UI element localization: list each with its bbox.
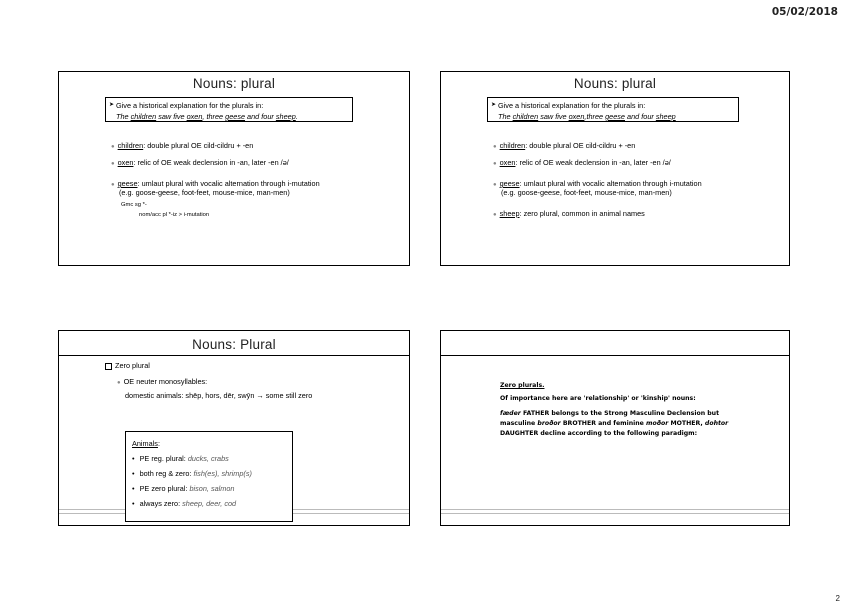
question-box	[487, 97, 739, 122]
slide-title: Nouns: plural	[192, 76, 276, 91]
examples-text: (e.g. goose-geese, foot-feet, mouse-mice, man-men)	[119, 188, 290, 197]
bullet-sheep: ● sheep: zero plural, common in animal names	[493, 209, 645, 218]
bullet-dot-icon: ●	[493, 182, 497, 188]
bullet-oxen: ● oxen: relic of OE weak declension in -an, later -en /ə/	[493, 158, 671, 167]
domestic-animals-text: domestic animals: shēp, hors, dēr, swȳn → some still zero	[125, 391, 313, 400]
bullet-oxen: ● oxen: relic of OE weak declension in -an, later -en /ə/	[111, 158, 289, 167]
page-number: 2	[835, 594, 840, 603]
bullet-dot-icon: ●	[493, 144, 497, 150]
footer-divider	[441, 513, 789, 514]
bullet-dot-icon: ●	[111, 144, 115, 150]
date-label: 05/02/2018	[771, 6, 838, 18]
animals-heading: Animals:	[132, 439, 160, 448]
slide-title: Nouns: plural	[573, 76, 657, 91]
list-item: • both reg & zero: fish(es), shrimp(s)	[132, 469, 252, 478]
bullet-zero-plural: Zero plural	[105, 361, 150, 371]
slide-1	[58, 71, 410, 266]
sub-bullet-oe-neuter: ● OE neuter monosyllables:	[117, 377, 208, 386]
title-divider	[59, 355, 409, 356]
kinship-text: Of importance here are 'relationship' or 'kinship' nouns:	[500, 395, 696, 402]
slide-2	[440, 71, 790, 266]
slide-title: Nouns: Plural	[192, 337, 276, 352]
list-item: • PE reg. plural: ducks, crabs	[132, 454, 229, 463]
arrow-bullet-icon: ➤	[109, 102, 115, 108]
bullet-dot-icon: ●	[493, 161, 497, 167]
question-text: Give a historical explanation for the plurals in:	[116, 101, 264, 110]
footer-divider	[441, 509, 789, 510]
list-item: • always zero: sheep, deer, cod	[132, 499, 237, 508]
square-bullet-icon	[105, 363, 112, 370]
arrow-bullet-icon: ➤	[491, 102, 497, 108]
question-sentence: The children saw five oxen, three geese and four sheep.	[116, 112, 298, 121]
bullet-dot-icon: ●	[117, 380, 121, 386]
examples-text: (e.g. goose-geese, foot-feet, mouse-mice, man-men)	[501, 188, 672, 197]
bullet-geese: ● geese: umlaut plural with vocalic alternation through i-mutation	[111, 179, 320, 188]
question-box	[105, 97, 353, 122]
bullet-dot-icon: ●	[111, 161, 115, 167]
bullet-children: ● children: double plural OE cild-cildru + -en	[111, 141, 254, 150]
note-nom-acc: nom/acc pl *-iz > i-mutation	[139, 212, 210, 218]
slide-4	[440, 330, 790, 526]
bullet-children: ● children: double plural OE cild-cildru + -en	[493, 141, 636, 150]
brother-mother-text: masculine broðor BROTHER and feminine moðor MOTHER, dohtor	[500, 420, 729, 427]
title-divider	[441, 355, 789, 356]
father-text: fæder FATHER belongs to the Strong Masculine Declension but	[500, 410, 720, 417]
bullet-dot-icon: ●	[111, 182, 115, 188]
question-text: Give a historical explanation for the plurals in:	[498, 101, 646, 110]
list-item: • PE zero plural: bison, salmon	[132, 484, 235, 493]
question-sentence: The children saw five oxen,three geese and four sheep	[498, 112, 676, 121]
daughter-text: DAUGHTER decline according to the following paradigm:	[500, 430, 698, 437]
bullet-dot-icon: ●	[493, 212, 497, 218]
animals-box	[125, 431, 293, 522]
zero-plurals-heading: Zero plurals.	[500, 382, 545, 389]
bullet-geese: ● geese: umlaut plural with vocalic alternation through i-mutation	[493, 179, 702, 188]
note-gmc: Gmc sg *-	[121, 202, 147, 208]
slide-3	[58, 330, 410, 526]
